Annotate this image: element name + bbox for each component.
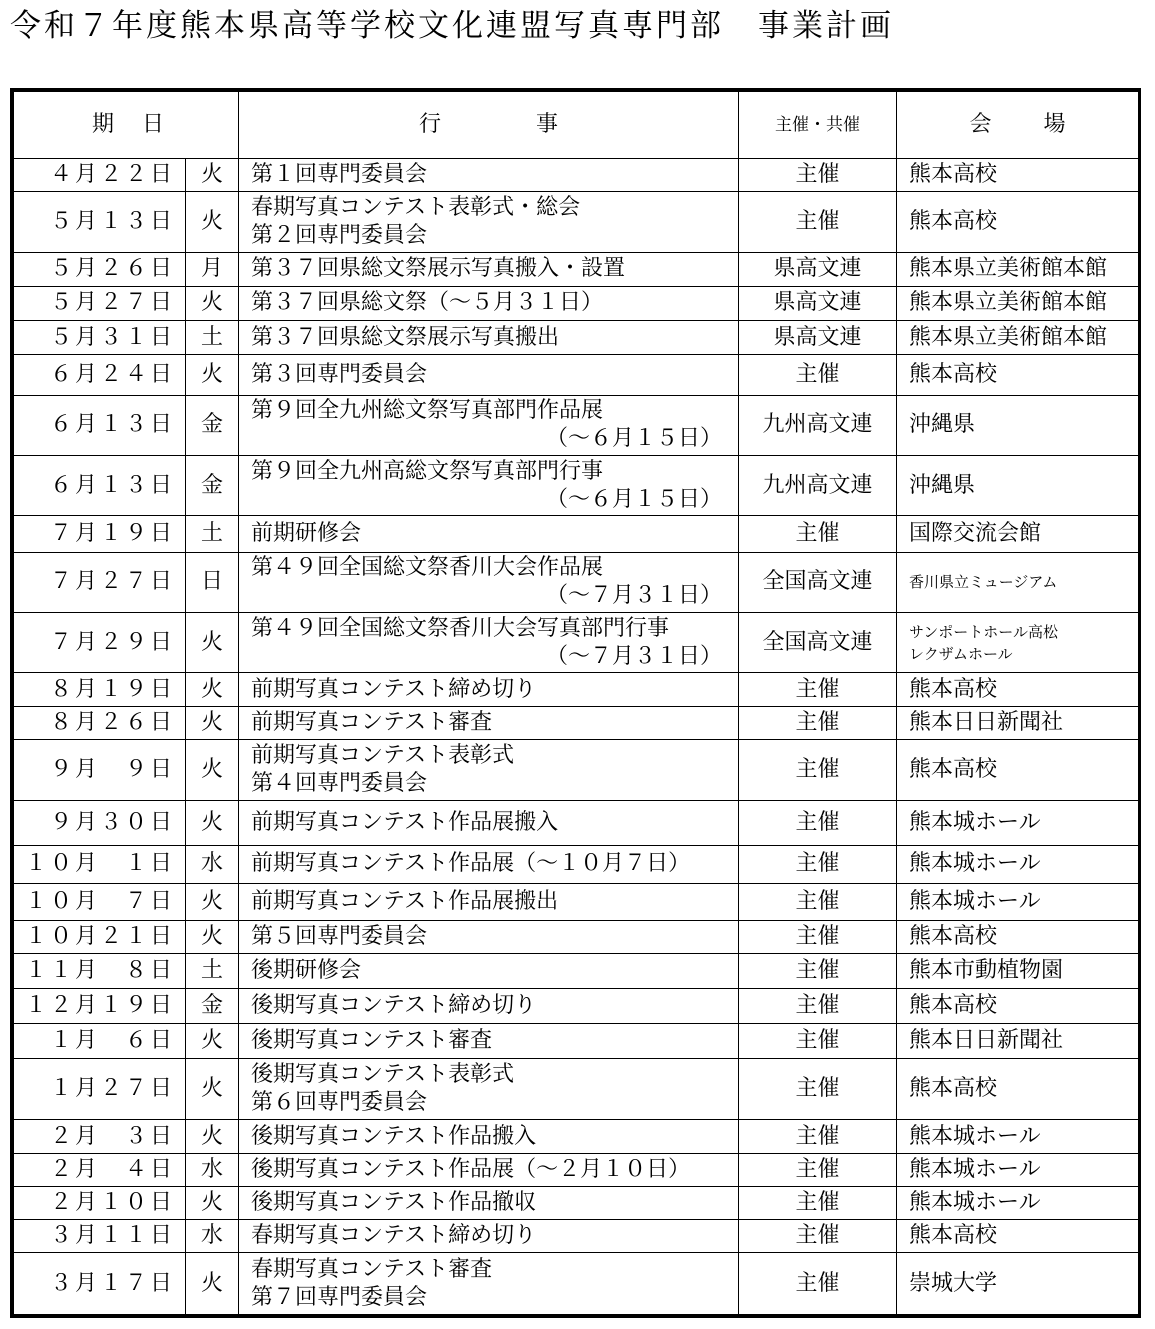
venue-text: 国際交流会館 (909, 521, 1042, 547)
event-cell (239, 395, 739, 455)
host-cell: 主催 (739, 1023, 897, 1058)
venue-text: 熊本高校 (909, 1223, 998, 1249)
weekday-cell: 火 (186, 286, 239, 320)
table-row (14, 355, 1139, 395)
host-cell: 主催 (739, 159, 897, 192)
table-row (14, 1186, 1139, 1219)
event-text: 前期写真コンテスト作品展搬入 (251, 809, 559, 835)
header-host: 主催・共催 (739, 92, 897, 159)
document-title: 令和７年度熊本県高等学校文化連盟写真専門部 事業計画 (10, 8, 894, 44)
venue-text: 熊本日日新聞社 (909, 1027, 1064, 1053)
venue-text: 熊本城ホール (909, 889, 1041, 914)
table-row (14, 988, 1139, 1023)
header-date: 期日 (14, 92, 239, 159)
venue-text: 沖縄県 (909, 472, 976, 498)
table-row (14, 673, 1139, 706)
table-row (14, 921, 1139, 954)
event-text: 前期写真コンテスト審査 (251, 709, 493, 735)
weekday-cell: 金 (186, 395, 239, 455)
venue-cell (897, 673, 1139, 706)
venue-text: 熊本高校 (909, 1076, 998, 1102)
table-row (14, 456, 1139, 516)
event-text: 前期写真コンテスト作品展（～１０月７日） (251, 851, 691, 877)
table-row (14, 801, 1139, 845)
date-cell: ６月１３日 (14, 395, 186, 455)
venue-cell (897, 516, 1139, 552)
date-cell: １０月 １日 (14, 845, 186, 883)
date-cell: １２月１９日 (14, 988, 186, 1023)
venue-text: 熊本高校 (909, 208, 998, 234)
venue-text: 熊本高校 (909, 676, 998, 702)
host-cell: 主催 (739, 883, 897, 920)
table-row (14, 395, 1139, 455)
event-text: 後期研修会 (251, 957, 362, 983)
table-row (14, 1023, 1139, 1058)
event-cell (239, 1023, 739, 1058)
event-text: 第５回専門委員会 (251, 924, 428, 950)
date-cell: ５月２７日 (14, 286, 186, 320)
venue-cell (897, 921, 1139, 954)
event-cell (239, 739, 739, 800)
event-cell (239, 845, 739, 883)
date-cell: ２月１０日 (14, 1186, 186, 1219)
venue-cell (897, 456, 1139, 516)
event-cell (239, 516, 739, 552)
table-row (14, 192, 1139, 252)
venue-cell (897, 845, 1139, 883)
venue-cell (897, 988, 1139, 1023)
host-cell: 全国高文連 (739, 613, 897, 673)
event-cell (239, 321, 739, 355)
venue-text: 熊本高校 (909, 924, 998, 950)
weekday-cell: 火 (186, 1023, 239, 1058)
weekday-cell: 火 (186, 801, 239, 845)
date-cell: ７月２９日 (14, 613, 186, 673)
event-text: 前期写真コンテスト作品展搬出 (251, 889, 559, 914)
date-cell: １１月 ８日 (14, 954, 186, 988)
weekday-cell: 金 (186, 456, 239, 516)
event-text: 後期写真コンテスト表彰式 (251, 1062, 515, 1088)
venue-text: 熊本高校 (909, 162, 998, 188)
venue-text: 熊本城ホール (909, 1123, 1041, 1149)
venue-cell (897, 159, 1139, 192)
host-cell: 主催 (739, 988, 897, 1023)
venue-text: 熊本日日新聞社 (909, 709, 1064, 735)
header-venue (897, 92, 1139, 159)
table-row (14, 739, 1139, 800)
date-cell: １０月 ７日 (14, 883, 186, 920)
event-cell (239, 954, 739, 988)
event-text: 第１回専門委員会 (251, 162, 428, 188)
event-text: 春期写真コンテスト締め切り (251, 1223, 537, 1249)
date-cell: ７月１９日 (14, 516, 186, 552)
date-cell: ９月３０日 (14, 801, 186, 845)
weekday-cell: 火 (186, 921, 239, 954)
date-cell: ８月１９日 (14, 673, 186, 706)
date-cell: ９月 ９日 (14, 739, 186, 800)
host-cell: 主催 (739, 1186, 897, 1219)
header-event-a: 行 (419, 112, 442, 137)
venue-text: 香川県立ミュージアム (909, 573, 1058, 592)
event-text-line2: 第２回専門委員会 (251, 222, 428, 248)
weekday-cell: 金 (186, 988, 239, 1023)
venue-cell (897, 801, 1139, 845)
date-cell: ３月１１日 (14, 1220, 186, 1253)
host-cell: 主催 (739, 1120, 897, 1153)
venue-cell (897, 552, 1139, 612)
host-cell: 主催 (739, 673, 897, 706)
host-cell: 県高文連 (739, 286, 897, 320)
event-period: （～６月１５日） (546, 426, 723, 452)
event-text: 第３７回県総文祭（～５月３１日） (251, 290, 604, 316)
date-cell: ２月 ４日 (14, 1153, 186, 1186)
venue-text: 熊本城ホール (909, 1156, 1041, 1182)
header-venue-b: 場 (1043, 112, 1066, 137)
date-cell: １月２７日 (14, 1059, 186, 1120)
venue-text: サンポートホール高松 (909, 622, 1058, 641)
venue-text: 熊本市動植物園 (909, 957, 1064, 983)
weekday-cell: 火 (186, 739, 239, 800)
table-row (14, 954, 1139, 988)
venue-cell (897, 1023, 1139, 1058)
event-cell (239, 988, 739, 1023)
host-cell: 全国高文連 (739, 552, 897, 612)
venue-text: 沖縄県 (909, 412, 976, 438)
table-row (14, 1120, 1139, 1153)
host-cell: 主催 (739, 355, 897, 395)
event-cell (239, 1059, 739, 1120)
date-cell: ６月１３日 (14, 456, 186, 516)
weekday-cell: 火 (186, 192, 239, 252)
venue-cell (897, 252, 1139, 286)
event-text: 後期写真コンテスト締め切り (251, 992, 537, 1018)
table-row (14, 845, 1139, 883)
table-row (14, 706, 1139, 739)
host-cell: 主催 (739, 1153, 897, 1186)
event-text: 第９回全九州高総文祭写真部門行事 (251, 458, 604, 484)
venue-text: 熊本県立美術館本館 (909, 290, 1108, 316)
venue-cell (897, 613, 1139, 673)
header-event (239, 92, 739, 159)
venue-cell (897, 395, 1139, 455)
venue-text: 熊本高校 (909, 757, 998, 783)
table-row (14, 516, 1139, 552)
venue-cell (897, 1153, 1139, 1186)
weekday-cell: 火 (186, 883, 239, 920)
table-row (14, 252, 1139, 286)
table-row (14, 1059, 1139, 1120)
venue-text: 熊本城ホール (909, 1190, 1041, 1216)
date-cell: ４月２２日 (14, 159, 186, 192)
venue-cell (897, 1220, 1139, 1253)
event-text: 前期写真コンテスト表彰式 (251, 743, 515, 769)
event-cell (239, 252, 739, 286)
host-cell: 県高文連 (739, 321, 897, 355)
event-text-line2: 第７回専門委員会 (251, 1284, 428, 1310)
event-text: 後期写真コンテスト作品撤収 (251, 1190, 537, 1216)
host-cell: 県高文連 (739, 252, 897, 286)
event-cell (239, 921, 739, 954)
event-cell (239, 552, 739, 612)
host-cell: 主催 (739, 1220, 897, 1253)
event-text-line2: 第６回専門委員会 (251, 1090, 428, 1116)
header-event-b: 事 (536, 112, 559, 137)
weekday-cell: 火 (186, 673, 239, 706)
venue-cell (897, 286, 1139, 320)
weekday-cell: 水 (186, 1153, 239, 1186)
event-text: 第９回全九州総文祭写真部門作品展 (251, 398, 604, 424)
host-cell: 主催 (739, 1253, 897, 1315)
weekday-cell: 水 (186, 845, 239, 883)
host-cell: 九州高文連 (739, 456, 897, 516)
date-cell: ５月１３日 (14, 192, 186, 252)
host-cell: 主催 (739, 706, 897, 739)
event-text: 春期写真コンテスト表彰式・総会 (251, 194, 581, 220)
event-text: 第４９回全国総文祭香川大会作品展 (251, 555, 604, 581)
date-cell: ６月２４日 (14, 355, 186, 395)
weekday-cell: 火 (186, 159, 239, 192)
event-cell (239, 706, 739, 739)
table-row (14, 883, 1139, 920)
event-text: 前期研修会 (251, 521, 362, 547)
host-cell: 主催 (739, 739, 897, 800)
venue-cell (897, 1059, 1139, 1120)
host-cell: 主催 (739, 954, 897, 988)
weekday-cell: 火 (186, 706, 239, 739)
event-cell (239, 613, 739, 673)
event-cell (239, 1253, 739, 1315)
weekday-cell: 火 (186, 355, 239, 395)
venue-text: 崇城大学 (909, 1270, 998, 1296)
event-text: 第３７回県総文祭展示写真搬入・設置 (251, 256, 626, 282)
venue-text: 熊本高校 (909, 992, 998, 1018)
event-text: 後期写真コンテスト作品搬入 (251, 1123, 537, 1149)
event-cell (239, 1186, 739, 1219)
venue-cell (897, 883, 1139, 920)
event-cell (239, 1120, 739, 1153)
schedule-table (13, 91, 1139, 1315)
event-text: 第３７回県総文祭展示写真搬出 (251, 324, 560, 350)
event-text: 後期写真コンテスト審査 (251, 1027, 493, 1053)
venue-cell (897, 321, 1139, 355)
table-row (14, 613, 1139, 673)
date-cell: １月 ６日 (14, 1023, 186, 1058)
event-text: 前期写真コンテスト締め切り (251, 676, 537, 702)
weekday-cell: 日 (186, 552, 239, 612)
weekday-cell: 火 (186, 1120, 239, 1153)
venue-cell (897, 192, 1139, 252)
weekday-cell: 火 (186, 1186, 239, 1219)
table-row (14, 159, 1139, 192)
header-venue-a: 会 (969, 112, 992, 137)
venue-text: 熊本城ホール (909, 851, 1041, 877)
weekday-cell: 土 (186, 321, 239, 355)
weekday-cell: 火 (186, 1253, 239, 1315)
venue-cell (897, 1253, 1139, 1315)
event-period: （～６月１５日） (546, 486, 723, 512)
event-text-line2: 第４回専門委員会 (251, 771, 428, 797)
table-row (14, 1220, 1139, 1253)
weekday-cell: 土 (186, 516, 239, 552)
table-row (14, 1253, 1139, 1315)
venue-text: 熊本城ホール (909, 809, 1041, 835)
table-row (14, 321, 1139, 355)
event-cell (239, 192, 739, 252)
weekday-cell: 土 (186, 954, 239, 988)
table-row (14, 1153, 1139, 1186)
event-cell (239, 286, 739, 320)
venue-text: 熊本高校 (909, 361, 998, 387)
venue-cell (897, 706, 1139, 739)
table-row (14, 552, 1139, 612)
event-cell (239, 1153, 739, 1186)
venue-cell (897, 954, 1139, 988)
date-cell: ５月２６日 (14, 252, 186, 286)
host-cell: 主催 (739, 516, 897, 552)
date-cell: ２月 ３日 (14, 1120, 186, 1153)
date-cell: ７月２７日 (14, 552, 186, 612)
date-cell: ８月２６日 (14, 706, 186, 739)
event-cell (239, 159, 739, 192)
event-period: （～７月３１日） (546, 643, 723, 669)
venue-text-line2: レクザムホール (909, 644, 1013, 663)
event-cell (239, 1220, 739, 1253)
venue-cell (897, 739, 1139, 800)
date-cell: ３月１７日 (14, 1253, 186, 1315)
host-cell: 主催 (739, 192, 897, 252)
host-cell: 主催 (739, 921, 897, 954)
host-cell: 主催 (739, 1059, 897, 1120)
weekday-cell: 火 (186, 1059, 239, 1120)
host-cell: 主催 (739, 801, 897, 845)
host-cell: 九州高文連 (739, 395, 897, 455)
header-row (14, 92, 1139, 159)
event-period: （～７月３１日） (546, 583, 723, 609)
weekday-cell: 月 (186, 252, 239, 286)
venue-cell (897, 1120, 1139, 1153)
date-cell: １０月２１日 (14, 921, 186, 954)
event-cell (239, 883, 739, 920)
event-cell (239, 456, 739, 516)
event-cell (239, 673, 739, 706)
event-text: 後期写真コンテスト作品展（～２月１０日） (251, 1156, 691, 1182)
host-cell: 主催 (739, 845, 897, 883)
table-row (14, 286, 1139, 320)
venue-cell (897, 1186, 1139, 1219)
venue-text: 熊本県立美術館本館 (909, 256, 1108, 282)
date-cell: ５月３１日 (14, 321, 186, 355)
weekday-cell: 火 (186, 613, 239, 673)
event-text: 春期写真コンテスト審査 (251, 1256, 493, 1282)
event-text: 第４９回全国総文祭香川大会写真部門行事 (251, 615, 670, 641)
event-cell (239, 801, 739, 845)
weekday-cell: 水 (186, 1220, 239, 1253)
event-cell (239, 355, 739, 395)
event-text: 第３回専門委員会 (251, 361, 428, 387)
venue-cell (897, 355, 1139, 395)
venue-text: 熊本県立美術館本館 (909, 324, 1108, 350)
